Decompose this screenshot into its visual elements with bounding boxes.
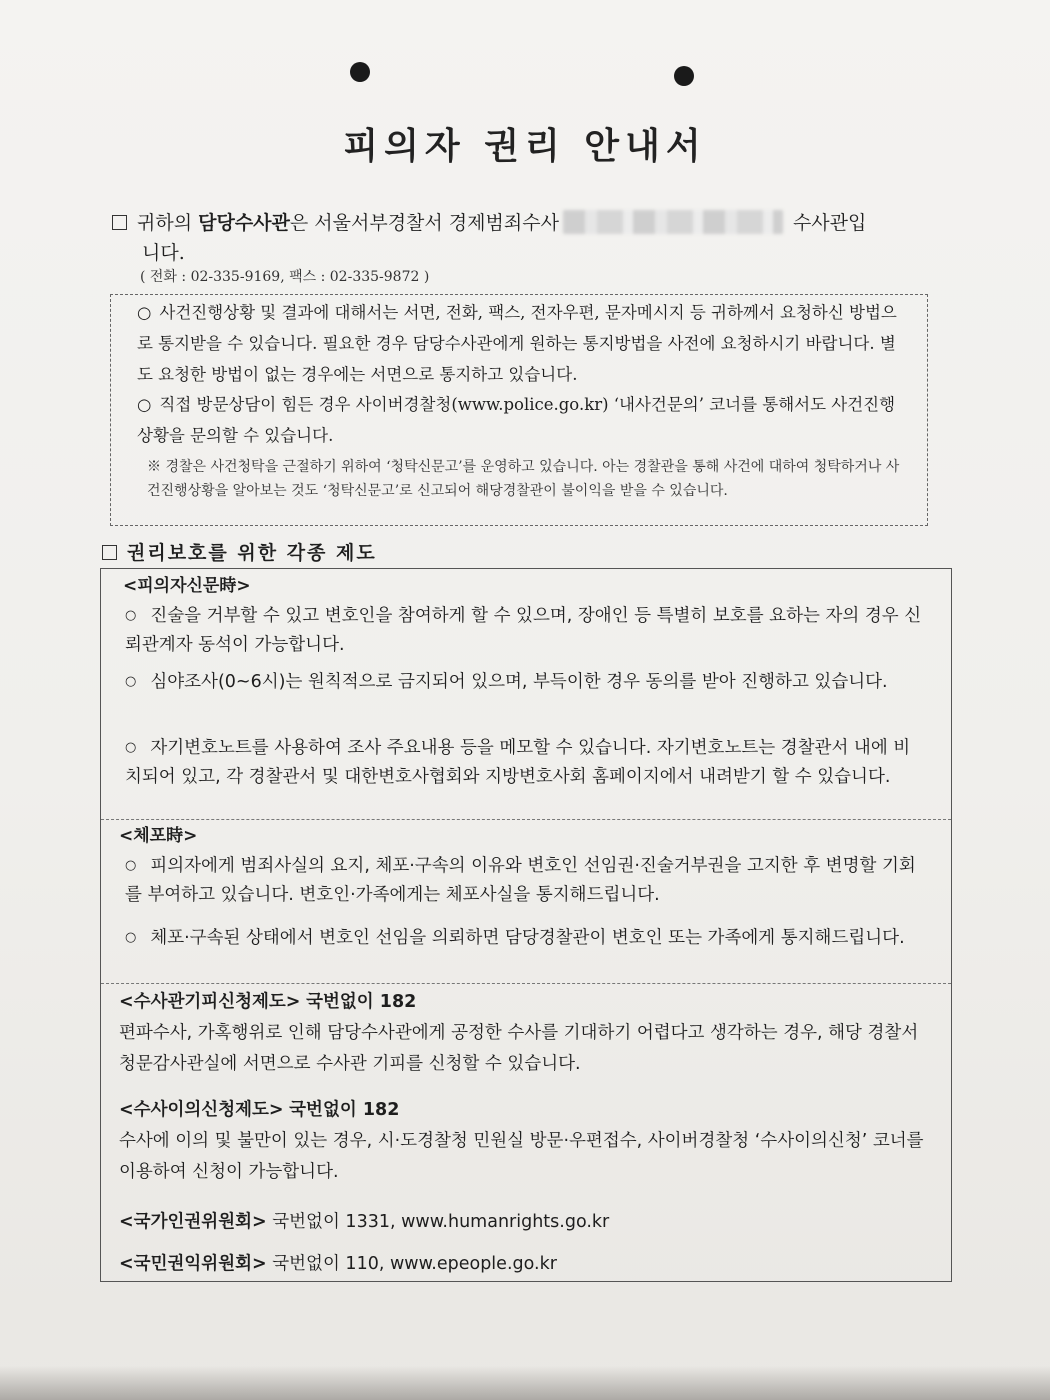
- recusal-block: [119, 987, 939, 1080]
- punch-hole: [674, 66, 694, 86]
- redacted-area: [563, 210, 783, 234]
- acrc-line: [119, 1249, 939, 1280]
- investigator-info: [112, 208, 912, 268]
- interrogation-title: <피의자신문時>: [123, 576, 251, 596]
- recusal-text: 편파수사, 가혹행위로 인해 담당수사관에게 공정한 수사를 기대하기 어렵다고 생각하는 경우, 해당 경찰서 청문감사관실에 서면으로 수사관 기피를 신청할 수 있습니다.: [119, 1023, 919, 1074]
- checkbox-square-icon: [102, 545, 117, 560]
- divider: [101, 983, 951, 984]
- list-item: ○ 직접 방문상담이 힘든 경우 사이버경찰청(www.police.go.kr) ‘내사건문의’ 코너를 통해서도 사건진행상황을 문의할 수 있습니다.: [137, 395, 896, 445]
- list-item: ○ 자기변호노트를 사용하여 조사 주요내용 등을 메모할 수 있습니다. 자기변호노트는 경찰관서 내에 비치되어 있고, 각 경찰관서 및 대한변호사협회와 지방변호사회 홈페이지에서 내려받기 할 수 있습니다.: [125, 738, 911, 787]
- notification-box: [110, 294, 928, 526]
- nhrc-line: [119, 1207, 939, 1238]
- page-title: 피의자 권리 안내서: [343, 126, 707, 167]
- contact-info: ( 전화 : 02-335-9169, 팩스 : 02-335-9872 ): [140, 269, 430, 285]
- list-item: ○ 진술을 거부할 수 있고 변호인을 참여하게 할 수 있으며, 장애인 등 특별히 보호를 요하는 자의 경우 신뢰관계자 동석이 가능합니다.: [125, 606, 922, 655]
- list-item: ○ 사건진행상황 및 결과에 대해서는 서면, 전화, 팩스, 전자우편, 문자메시지 등 귀하께서 요청하신 방법으로 통지받을 수 있습니다. 필요한 경우 담당수사관에게 원하는 통지방법을 사전에 요청하시기 바랍니다. 별도 요청한 방법이 없는 경우에는 서면으로 통지하고 있습니다.: [137, 303, 897, 384]
- heading-prefix: 귀하의: [137, 212, 193, 234]
- acrc-title: <국민권익위원회>: [119, 1254, 267, 1274]
- heading-bold: 담당수사관: [198, 212, 290, 234]
- page-shadow: [0, 1366, 1050, 1400]
- rights-box: [100, 568, 952, 1282]
- list-item: ○ 체포·구속된 상태에서 변호인 선임을 의뢰하면 담당경찰관이 변호인 또는 가족에게 통지해드립니다.: [125, 928, 905, 948]
- list-item: ○ 피의자에게 범죄사실의 요지, 체포·구속의 이유와 변호인 선임권·진술거부권을 고지한 후 변명할 기회를 부여하고 있습니다. 변호인·가족에게는 체포사실을 통지해드립니다.: [125, 856, 916, 905]
- section-heading: 권리보호를 위한 각종 제도: [102, 538, 377, 565]
- checkbox-square-icon: [112, 215, 127, 230]
- heading-suffix: 수사관입: [792, 212, 867, 234]
- nhrc-title: <국가인권위원회>: [119, 1212, 267, 1232]
- note-text: ※ 경찰은 사건청탁을 근절하기 위하여 ‘청탁신문고’를 운영하고 있습니다. 아는 경찰관을 통해 사건에 대하여 청탁하거나 사건진행상황을 알아보는 것도 ‘청탁신문고’로 신고되어 해당경찰관이 불이익을 받을 수 있습니다.: [147, 459, 900, 499]
- objection-text: 수사에 이의 및 불만이 있는 경우, 시·도경찰청 민원실 방문·우편접수, 사이버경찰청 ‘수사이의신청’ 코너를 이용하여 신청이 가능합니다.: [119, 1131, 924, 1182]
- heading-mid: 은 서울서부경찰서 경제범죄수사: [289, 212, 559, 234]
- heading-line2: 니다.: [142, 242, 185, 264]
- list-item: ○ 심야조사(0~6시)는 원칙적으로 금지되어 있으며, 부득이한 경우 동의를 받아 진행하고 있습니다.: [125, 672, 888, 692]
- recusal-title: <수사관기피신청제도>: [119, 992, 301, 1012]
- objection-title: <수사이의신청제도>: [119, 1100, 284, 1120]
- acrc-contact: 국번없이 110, www.epeople.go.kr: [272, 1254, 557, 1274]
- arrest-title: <체포時>: [119, 826, 198, 846]
- nhrc-contact: 국번없이 1331, www.humanrights.go.kr: [272, 1212, 610, 1232]
- divider: [101, 819, 951, 820]
- objection-block: [119, 1095, 939, 1188]
- punch-hole: [350, 62, 370, 82]
- objection-contact: 국번없이 182: [289, 1100, 400, 1120]
- recusal-contact: 국번없이 182: [306, 992, 417, 1012]
